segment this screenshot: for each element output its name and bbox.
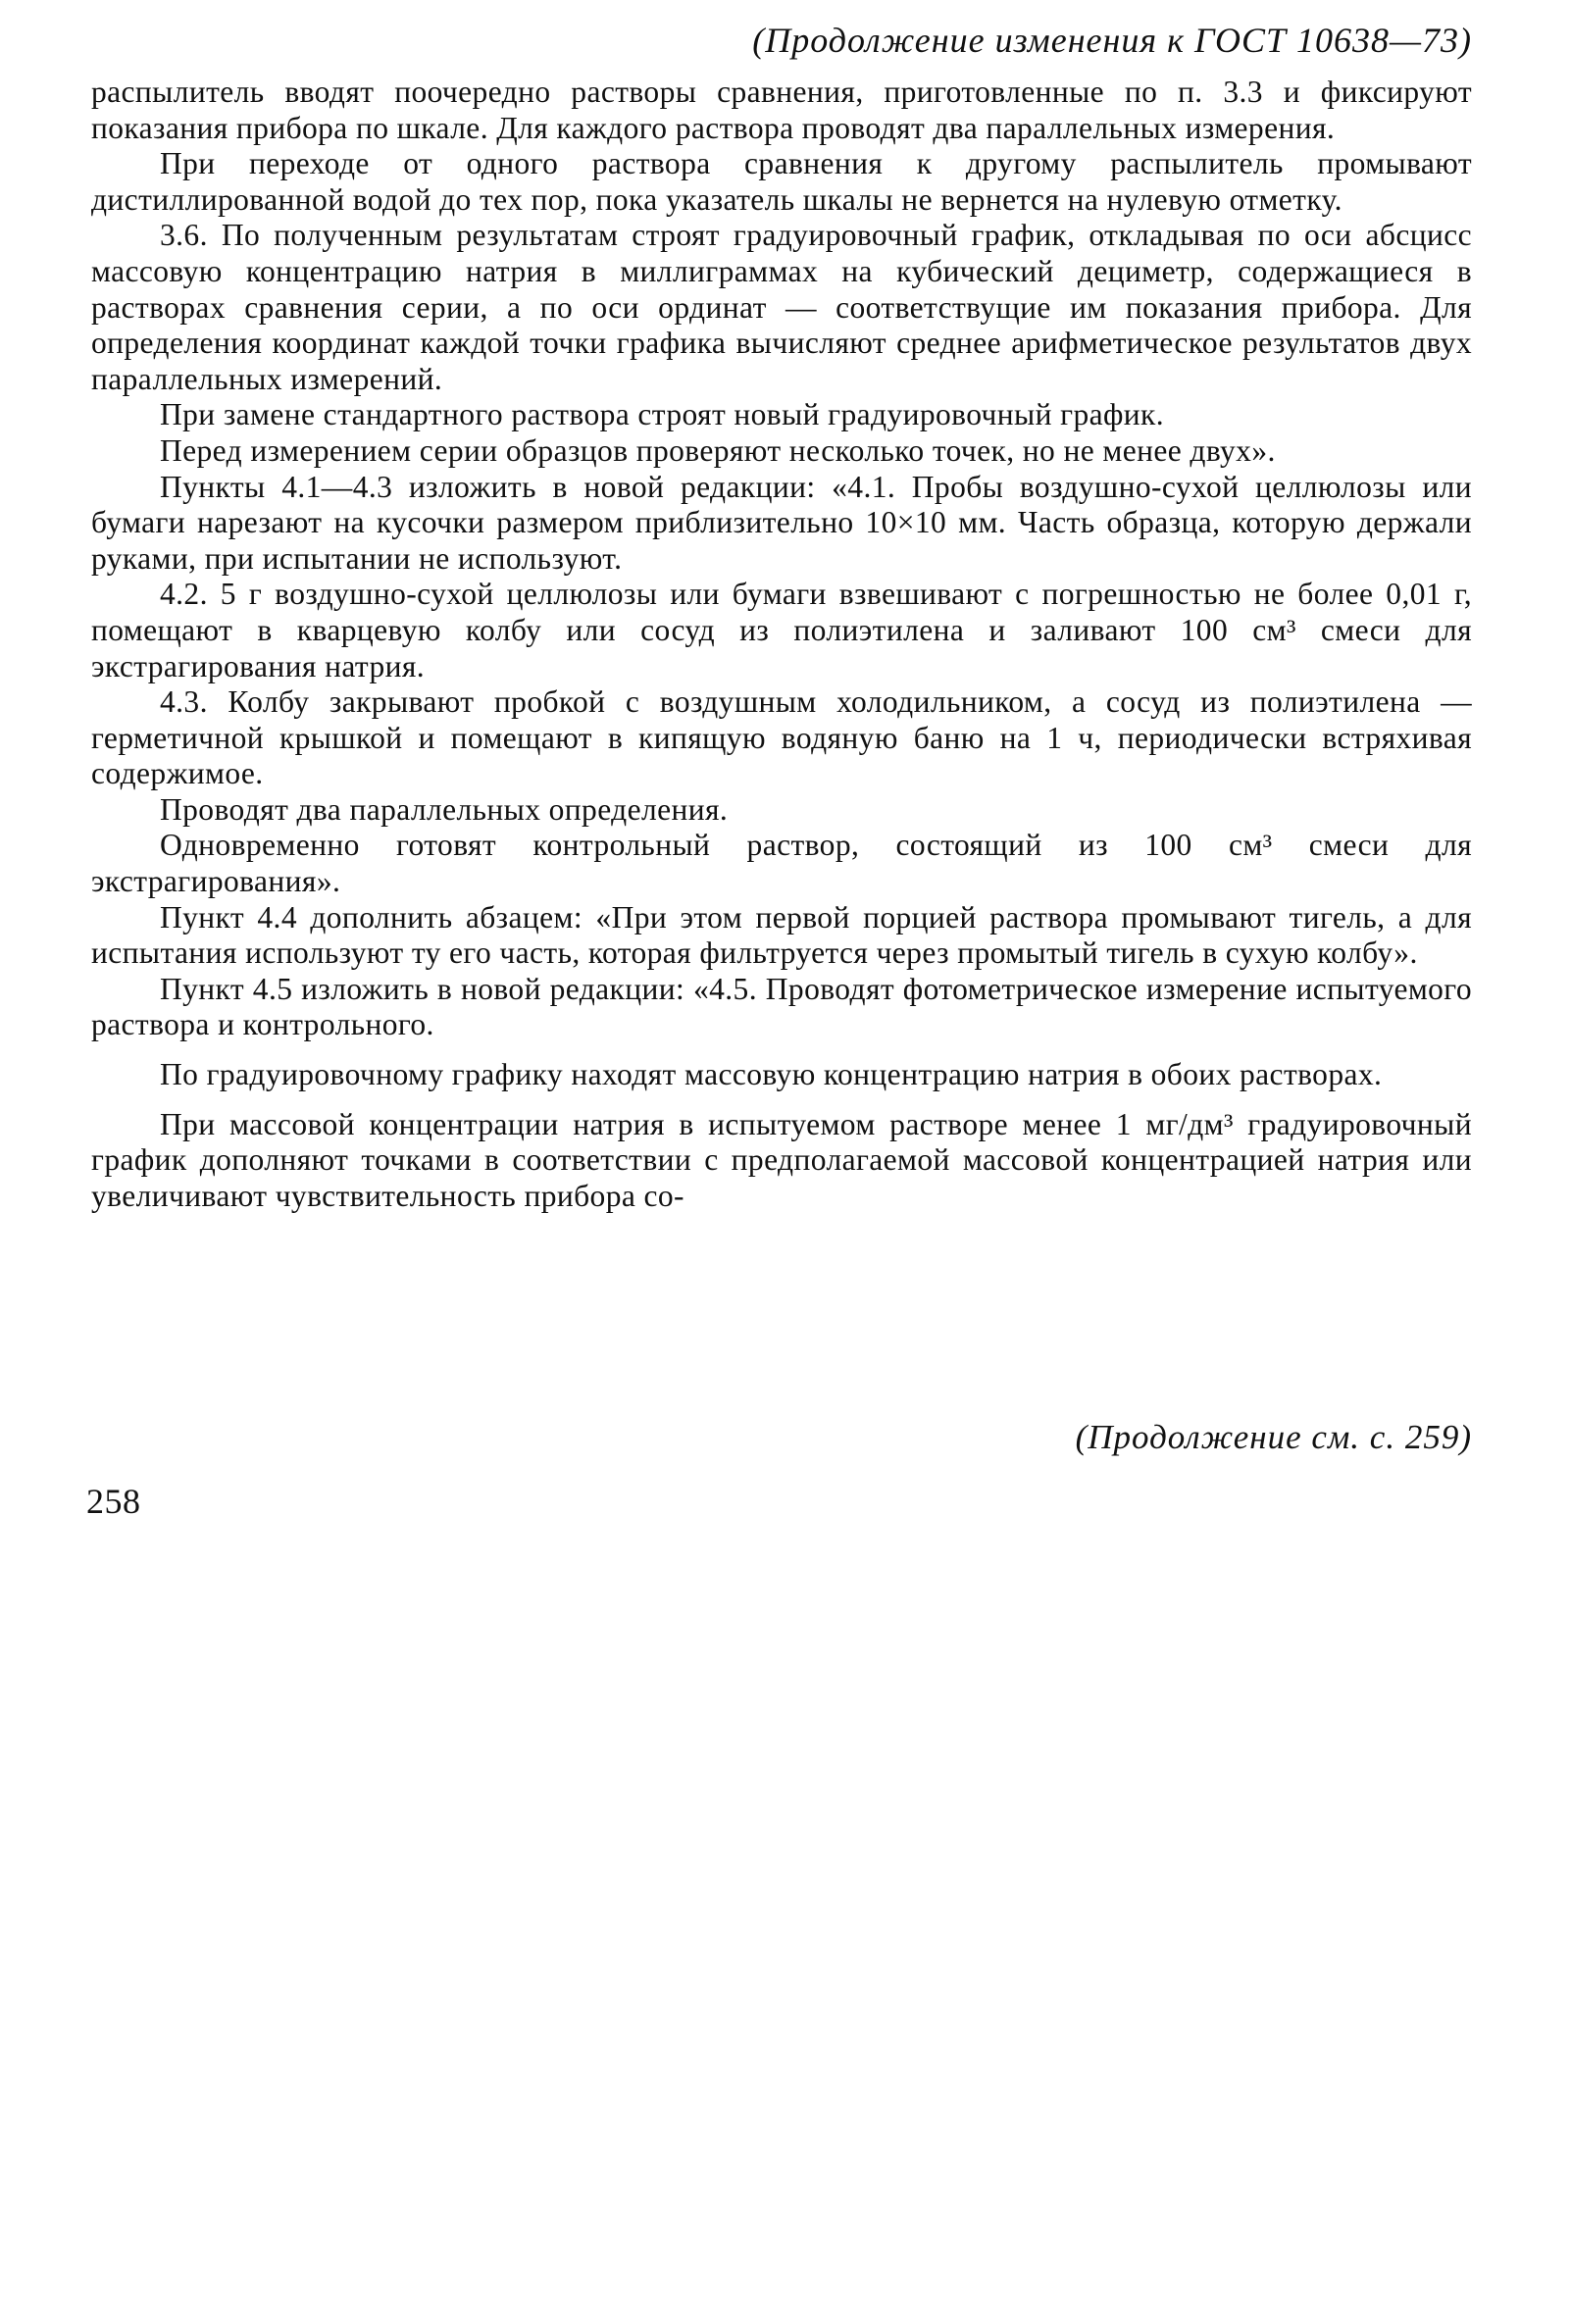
paragraph-9: Проводят два параллельных определения.	[160, 791, 729, 827]
paragraph-8: 4.3. Колбу закрывают пробкой с воздушным холодильником, а сосуд из полиэтилена — герметичной крышкой и помещают в кипящую водяную баню на 1 ч, периодически встряхивая содержимое.	[91, 684, 1472, 791]
paragraph-2: При переходе от одного раствора сравнения к другому распылитель промывают дистиллированной водой до тех пор, пока указатель шкалы не вернется на нулевую отметку.	[91, 146, 1472, 217]
paragraph-5: Перед измерением серии образцов проверяют несколько точек, но не менее двух».	[160, 432, 1276, 468]
page-number: 258	[86, 1482, 141, 1521]
continuation-footer: (Продолжение см. с. 259)	[1075, 1418, 1472, 1456]
continuation-header: (Продолжение изменения к ГОСТ 10638—73)	[752, 21, 1472, 60]
paragraph-6: Пункты 4.1—4.3 изложить в новой редакции: «4.1. Пробы воздушно-сухой целлюлозы или бумаги нарезают на кусочки размером приблизительно 10×10 мм. Часть образца, которую держали руками, при испытании не используют.	[91, 469, 1472, 576]
paragraph-4: При замене стандартного раствора строят новый градуировочный график.	[160, 397, 1165, 432]
paragraph-13: По градуировочному графику находят массовую концентрацию натрия в обоих растворах.	[160, 1057, 1383, 1092]
paragraph-3: 3.6. По полученным результатам строят градуировочный график, откладывая по оси абсцисс массовую концентрацию натрия в миллиграммах на кубический дециметр, содержащиеся в растворах сравнения серии, а по оси ординат — соответствущие им показания прибора. Для определения координат каждой точки графика вычисляют среднее арифметическое результатов двух параллельных измерений.	[91, 218, 1472, 396]
paragraph-7: 4.2. 5 г воздушно-сухой целлюлозы или бумаги взвешивают с погрешностью не более 0,01 г, помещают в кварцевую колбу или сосуд из полиэтилена и заливают 100 см³ смеси для экстрагирования натрия.	[91, 577, 1472, 683]
paragraph-14: При массовой концентрации натрия в испытуемом растворе менее 1 мг/дм³ градуировочный график дополняют точками в соответствии с предполагаемой массовой концентрацией натрия или увеличивают чувствительность прибора со-	[91, 1106, 1472, 1213]
body-text	[91, 75, 1472, 1214]
paragraph-11: Пункт 4.4 дополнить абзацем: «При этом первой порцией раствора промывают тигель, а для испытания используют ту его часть, которая фильтруется через промытый тигель в сухую колбу».	[91, 899, 1472, 971]
paragraph-10: Одновременно готовят контрольный раствор, состоящий из 100 см³ смеси для экстрагирования».	[91, 828, 1472, 899]
paragraph-1: распылитель вводят поочередно растворы сравнения, приготовленные по п. 3.3 и фиксируют показания прибора по шкале. Для каждого раствора проводят два параллельных измерения.	[91, 75, 1472, 145]
paragraph-12: Пункт 4.5 изложить в новой редакции: «4.5. Проводят фотометрическое измерение испытуемого раствора и контрольного.	[91, 971, 1472, 1042]
